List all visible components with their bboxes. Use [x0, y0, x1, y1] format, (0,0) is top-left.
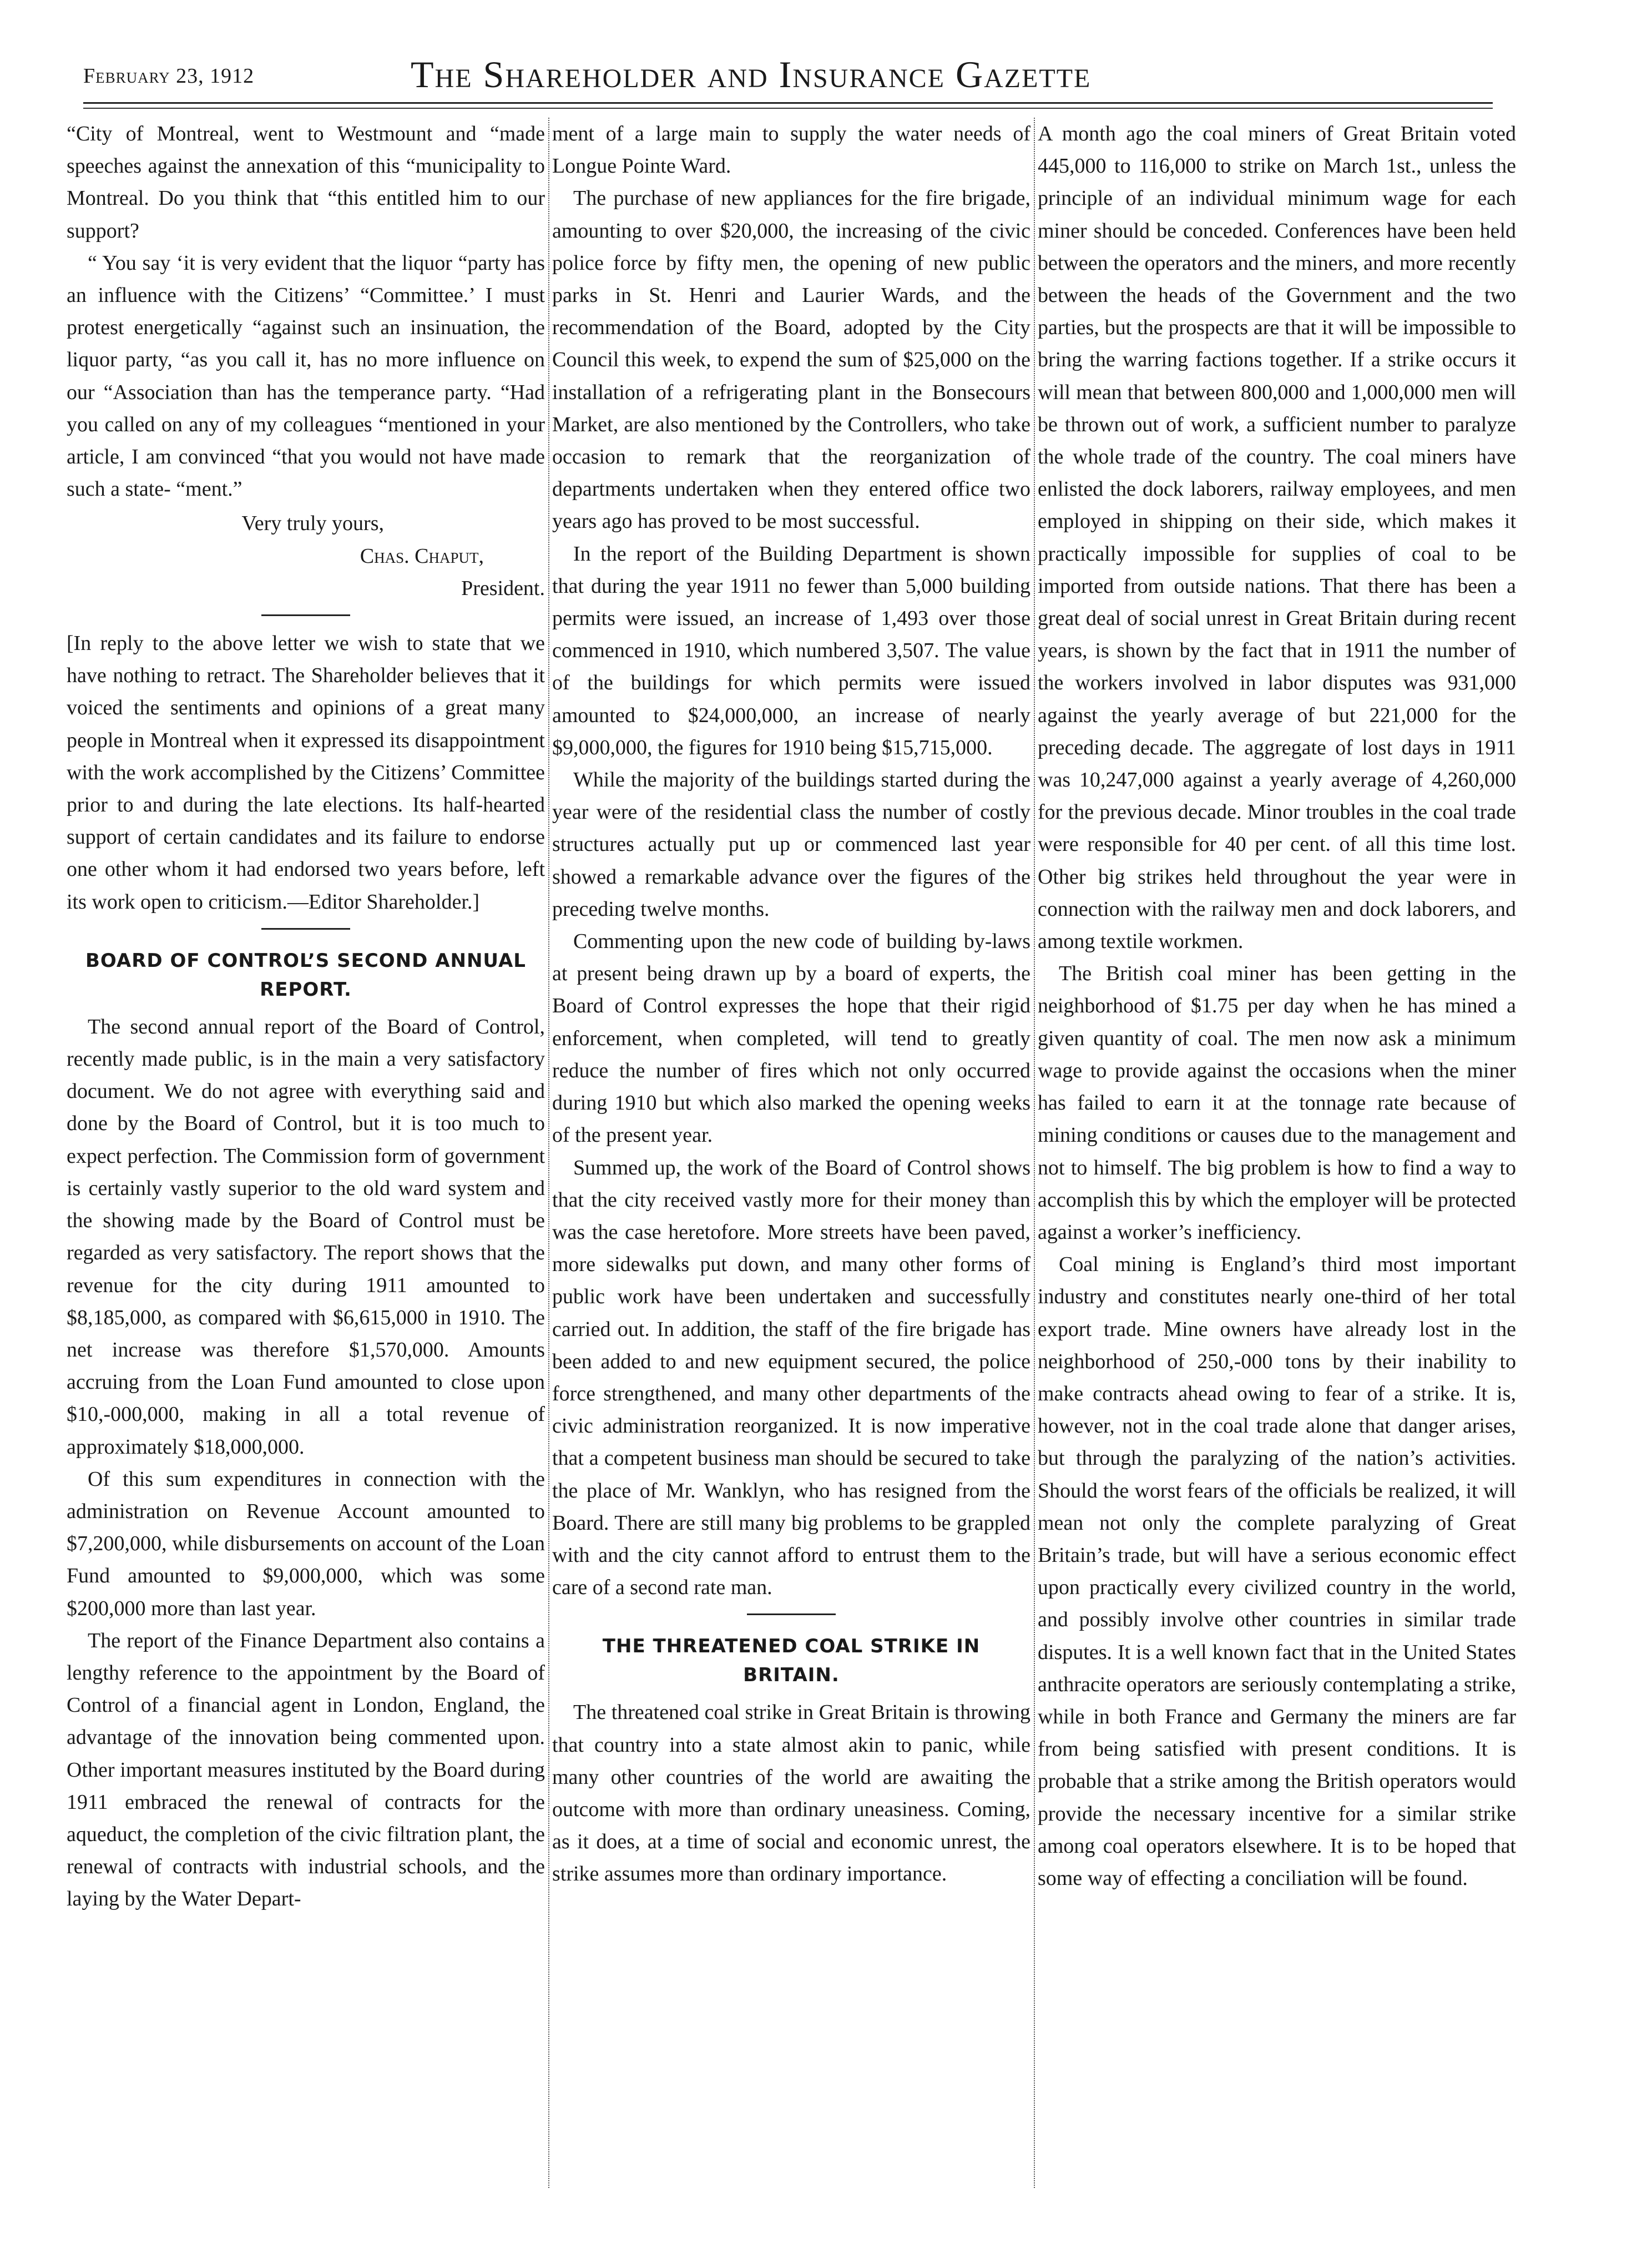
- newspaper-title: The Shareholder and Insurance Gazette: [411, 53, 1092, 95]
- article-paragraph: A month ago the coal miners of Great Britain voted 445,000 to 116,000 to strike on March 1st., unless the principle of an individual minimum wage for each miner should be conceded. Conferences have been held between the operators and the miners, and more recently between the heads of the Government and the two parties, but the prospects are that it will be impossible to bring the warring factions together. If a strike occurs it will mean that between 800,000 and 1,000,000 men will be thrown out of work, a sufficient number to paralyze the whole trade of the country. The coal miners have enlisted the dock laborers, railway employees, and men employed in shipping on their side, which makes it practically impossible for supplies of coal to be imported from outside nations. That there has been a great deal of social unrest in Great Britain during recent years, is shown by the fact that in 1911 the number of the workers involved in labor disputes was 931,000 against the yearly average of but 221,000 for the preceding decade. The aggregate of lost days in 1911 was 10,247,000 against a yearly average of 4,260,000 for the previous decade. Minor troubles in the coal trade were responsible for 40 per cent. of all this time lost. Other big strikes held throughout the year were in connection with the railway men and dock laborers, and among textile workmen.: [1038, 122, 1516, 954]
- article-heading: THE THREATENED COAL STRIKE IN BRITAIN.: [602, 1635, 981, 1687]
- article-heading: BOARD OF CONTROL’S SECOND ANNUAL REPORT.: [85, 949, 526, 1001]
- column-divider: [1034, 118, 1035, 2188]
- section-divider: [261, 614, 350, 616]
- letter-signature: [67, 507, 545, 604]
- letter-signer-title: President.: [461, 576, 545, 600]
- article-paragraph: Coal mining is England’s third most important industry and constitutes nearly one-third of her total export trade. Mine owners have already lost in the neighborhood of 250,-000 tons by their inability to make contracts ahead owing to fear of a strike. It is, however, not in the coal trade alone that danger arises, but through the paralyzing of the nation’s activities. Should the worst fears of the officials be realized, it will mean not only the complete paralyzing of Great Britain’s trade, but will have a serious economic effect upon practically every civilized country in the world, and possibly involve other countries in similar trade disputes. It is a well known fact that in the United States anthracite operators are seriously contemplating a strike, while in both France and Germany the miners are far from being satisfied with present conditions. It is probable that a strike among the British operators would provide the necessary incentive for a similar strike among coal operators elsewhere. It is to be hoped that some way of effecting a conciliation will be found.: [1038, 1253, 1516, 1890]
- editor-note: [In reply to the above letter we wish to state that we have nothing to retract. The Shareholder believes that it voiced the sentiments and opinions of a great many people in Montreal when it expressed its disappointment with the work accomplished by the Citizens’ Committee prior to and during the late elections. Its half-hearted support of certain candidates and its failure to endorse one other whom it had endorsed two years before, left its work open to criticism.—Editor Shareholder.]: [67, 632, 545, 914]
- article-paragraph: The report of the Finance Department also contains a lengthy reference to the appointment by the Board of Control of a financial agent in London, England, the advantage of the innovation being commented upon. Other important measures instituted by the Board during 1911 embraced the renewal of contracts for the aqueduct, the completion of the civic filtration plant, the renewal of contracts with industrial schools, and the laying by the Water Depart-: [67, 1628, 545, 1911]
- masthead-rule-thin: [83, 108, 1493, 109]
- article-paragraph: Summed up, the work of the Board of Control shows that the city received vastly more for their money than was the case heretofore. More streets have been paved, more sidewalks put down, and many other forms of public work have been undertaken and successfully carried out. In addition, the staff of the fire brigade has been added to and new equipment secured, the police force strengthened, and many other departments of the civic administration reorganized. It is now imperative that a competent business man should be secured to take the place of Mr. Wanklyn, who has resigned from the Board. There are still many big problems to be grappled with and the city cannot afford to entrust them to the care of a second rate man.: [552, 1156, 1030, 1600]
- article-paragraph: The threatened coal strike in Great Britain is throwing that country into a state almost akin to panic, while many other countries of the world are awaiting the outcome with more than ordinary uneasiness. Coming, as it does, at a time of social and economic unrest, the strike assumes more than ordinary importance.: [552, 1701, 1030, 1886]
- article-paragraph: In the report of the Building Department is shown that during the year 1911 no fewer than 5,000 building permits were issued, an increase of 1,493 over those commenced in 1910, which numbered 3,507. The value of the buildings for which permits were issued amounted to $24,000,000, an increase of nearly $9,000,000, the figures for 1910 being $15,715,000.: [552, 542, 1030, 759]
- article-paragraph: The purchase of new appliances for the fire brigade, amounting to over $20,000, the increasing of the civic police force by fifty men, the opening of new public parks in St. Henri and Laurier Wards, and the recommendation of the Board, adopted by the City Council this week, to expend the sum of $25,000 on the installation of a refrigerating plant in the Bonsecours Market, are also mentioned by the Controllers, who take occasion to remark that the reorganization of departments undertaken when they entered office two years ago has proved to be most successful.: [552, 186, 1030, 533]
- column-divider: [548, 118, 549, 2188]
- letter-signer: Chas. Chaput,: [360, 544, 484, 568]
- column-2: [552, 118, 1030, 2221]
- masthead: [83, 53, 1537, 103]
- article-paragraph: Commenting upon the new code of building by-laws at present being drawn up by a board of experts, the Board of Control expresses the hope that their rigid enforcement, when completed, will tend to greatly reduce the number of fires which not only occurred during 1910 but which also marked the opening weeks of the present year.: [552, 930, 1030, 1147]
- letter-closing: Very truly yours,: [241, 512, 384, 536]
- issue-date: February 23, 1912: [83, 64, 255, 88]
- article-paragraph: ment of a large main to supply the water needs of Longue Pointe Ward.: [552, 122, 1030, 178]
- letter-paragraph: “City of Montreal, went to Westmount and “made speeches against the annexation of this “municipality to Montreal. Do you think that “this entitled him to our support?: [67, 122, 545, 243]
- section-divider: [747, 1613, 836, 1615]
- article-paragraph: The second annual report of the Board of Control, recently made public, is in the main a very satisfactory document. We do not agree with everything said and done by the Board of Control, but it is too much to expect perfection. The Commission form of government is certainly vastly superior to the old ward system and the showing made by the Board of Control must be regarded as very satisfactory. The report shows that the revenue for the city during 1911 amounted to $8,185,000, as compared with $6,615,000 in 1910. The net increase was therefore $1,570,000. Amounts accruing from the Loan Fund amounted to close upon $10,-000,000, making in all a total revenue of approximately $18,000,000.: [67, 1015, 545, 1459]
- column-1: [67, 118, 545, 2221]
- article-paragraph: Of this sum expenditures in connection with the administration on Revenue Account amounted to $7,200,000, while disbursements on account of the Loan Fund amounted to $9,000,000, which was some $200,000 more than last year.: [67, 1467, 545, 1620]
- letter-paragraph: “ You say ‘it is very evident that the liquor “party has an influence with the Citizens’ “Committee.’ I must protest energetically “against such an insinuation, the liquor party, “as you call it, has no more influence on our “Association than has the temperance party. “Had you called on any of my colleagues “mentioned in your article, I am convinced “that you would not have made such a state- “ment.”: [67, 251, 545, 501]
- masthead-rule: [83, 102, 1493, 104]
- article-paragraph: The British coal miner has been getting in the neighborhood of $1.75 per day when he has mined a given quantity of coal. The men now ask a minimum wage to provide against the occasions when the miner has failed to earn it at the tonnage rate because of mining conditions or causes due to the management and not to himself. The big problem is how to find a way to accomplish this by which the employer will be protected against a worker’s inefficiency.: [1038, 962, 1516, 1244]
- column-3: [1038, 118, 1516, 2221]
- section-divider: [261, 928, 350, 930]
- article-paragraph: While the majority of the buildings started during the year were of the residential class the number of costly structures actually put up or commenced last year showed a remarkable advance over the figures of the preceding twelve months.: [552, 768, 1030, 921]
